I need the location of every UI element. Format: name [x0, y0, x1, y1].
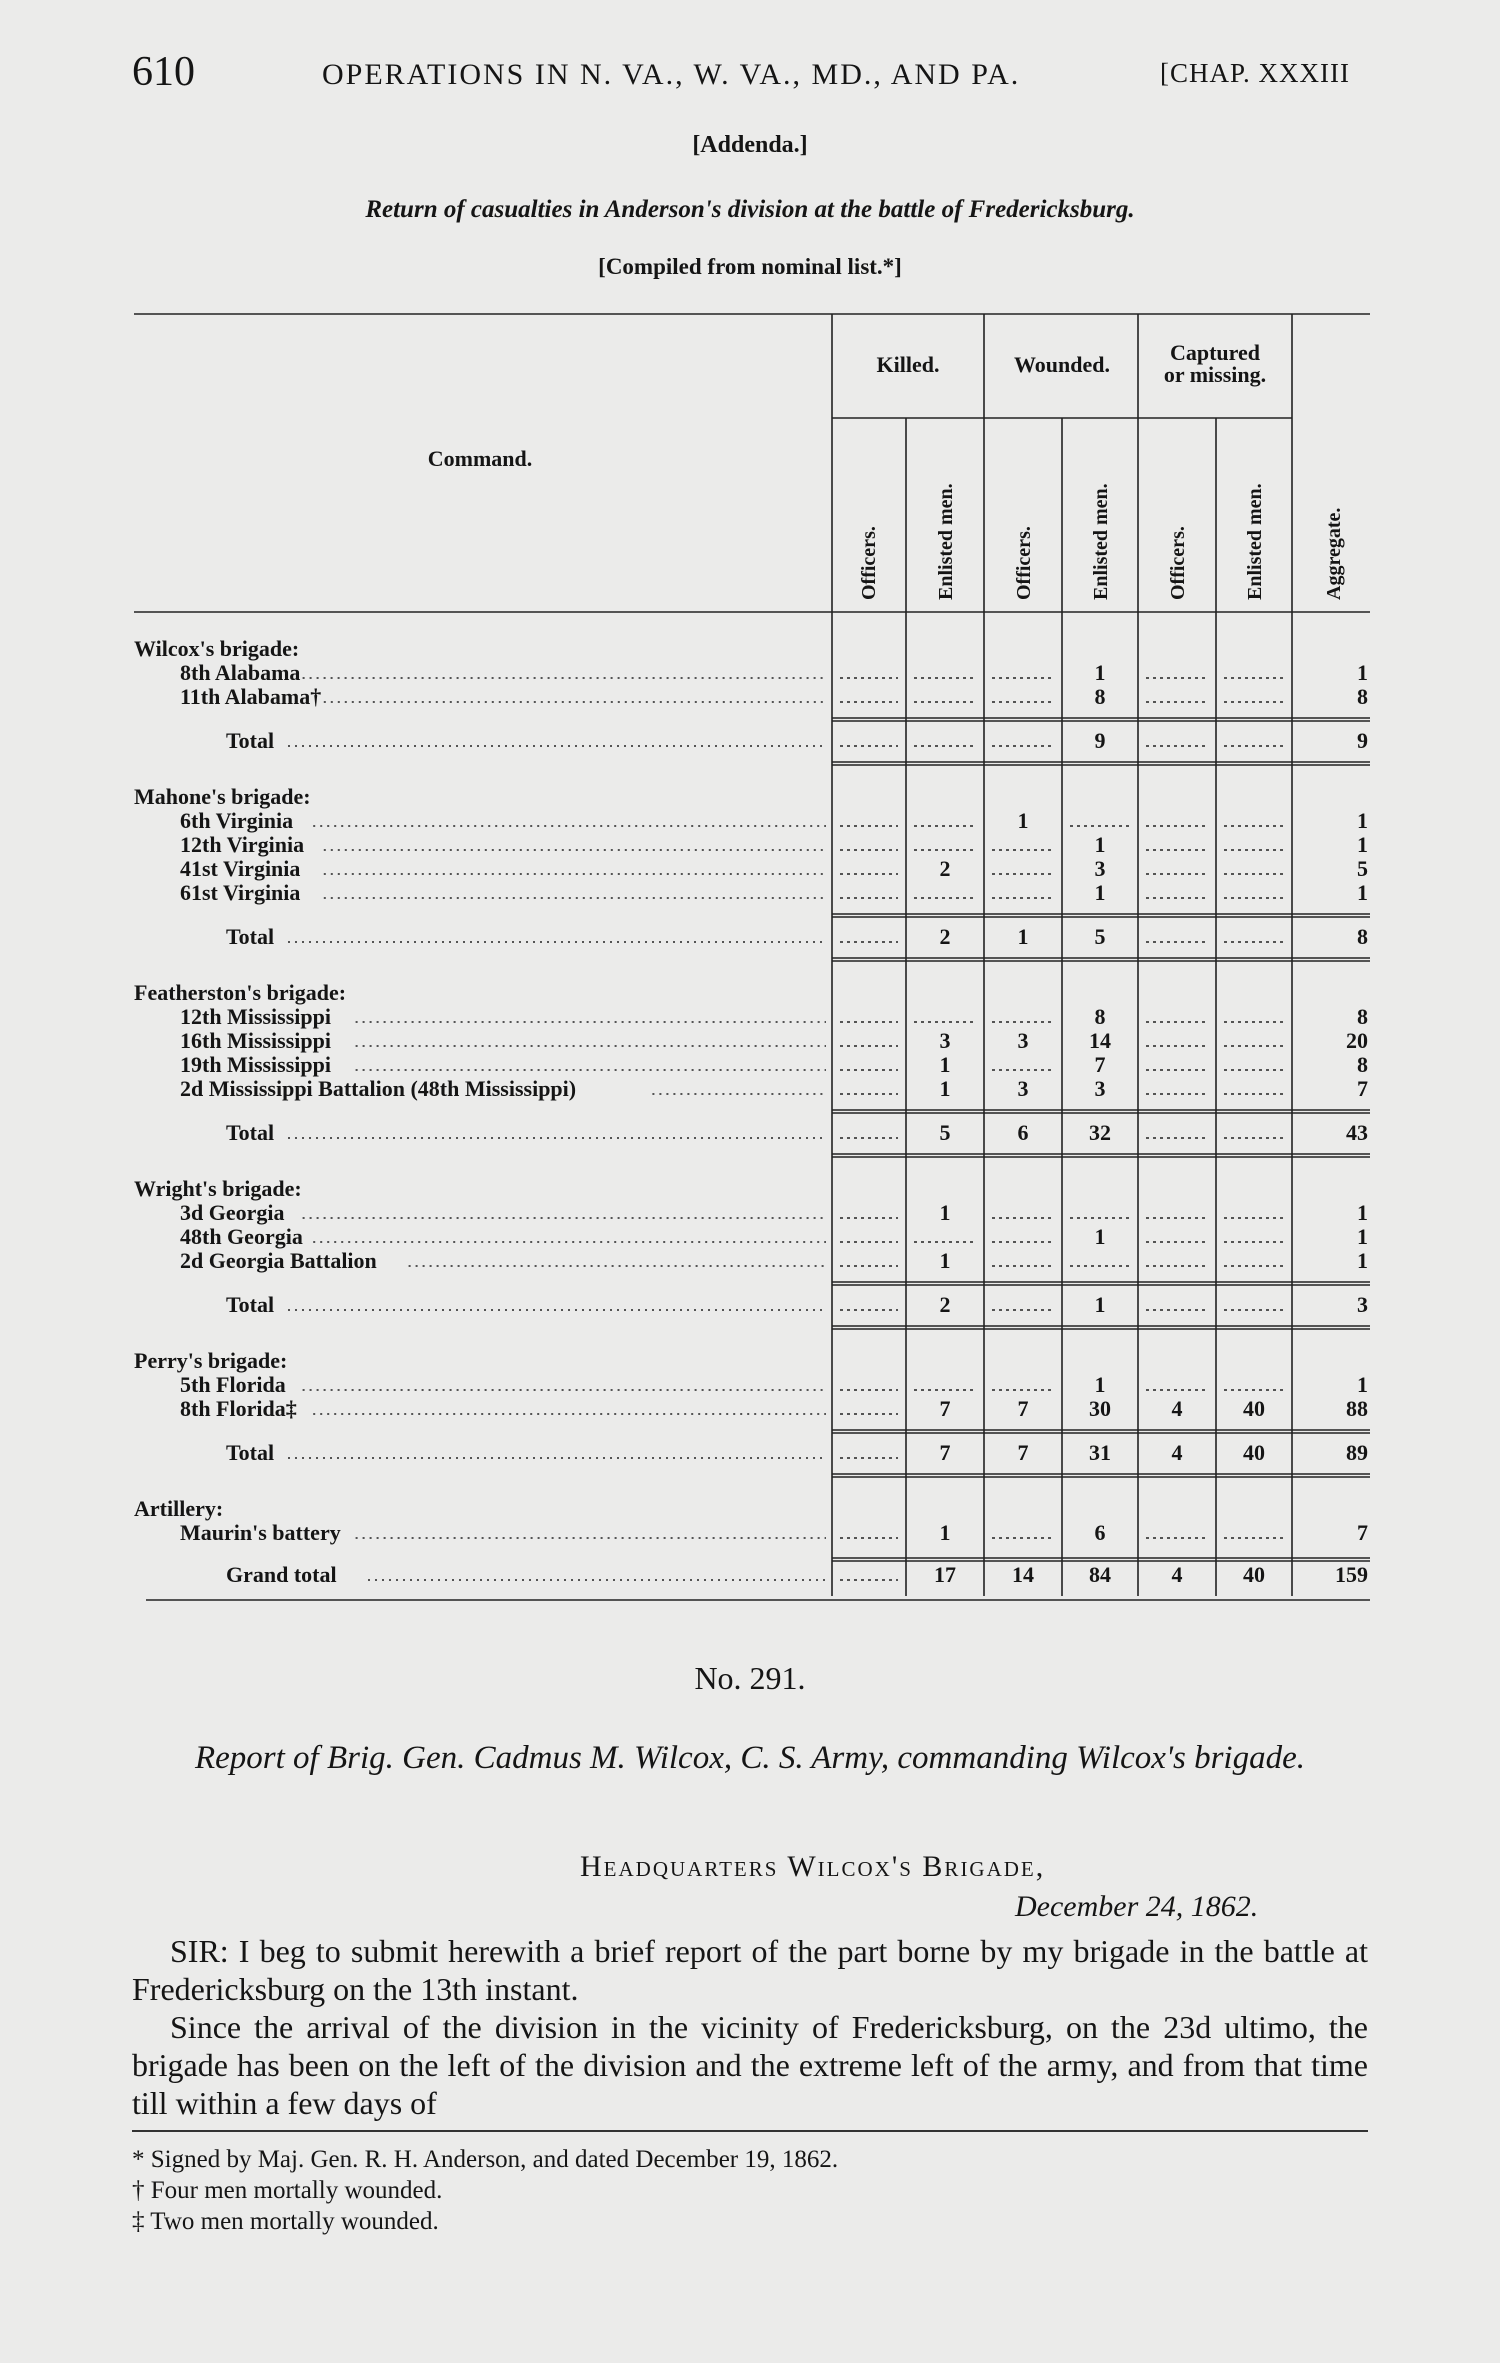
- total-label: Total: [226, 924, 275, 949]
- unit-label: 8th Alabama: [180, 660, 301, 685]
- unit-label: 6th Virginia: [180, 808, 294, 833]
- unit-value: 2: [939, 856, 951, 881]
- total-value: 31: [1089, 1440, 1111, 1465]
- unit-label: 2d Georgia Battalion: [180, 1248, 377, 1273]
- unit-value: 1: [939, 1052, 951, 1077]
- unit-value: 8: [1094, 684, 1106, 709]
- unit-value: 6: [1094, 1520, 1106, 1545]
- unit-value: 14: [1089, 1028, 1111, 1053]
- unit-aggregate: 7: [1357, 1076, 1368, 1101]
- unit-label: 48th Georgia: [180, 1224, 303, 1249]
- compiled-note: [Compiled from nominal list.*]: [598, 254, 902, 279]
- section-heading: Wilcox's brigade:: [134, 636, 300, 661]
- unit-label: 12th Virginia: [180, 832, 305, 857]
- grand-total-value: 14: [1012, 1562, 1034, 1587]
- unit-aggregate: 1: [1357, 808, 1368, 833]
- unit-value: 1: [939, 1520, 951, 1545]
- subheader-6: Enlisted men.: [1244, 483, 1266, 600]
- section-heading: Featherston's brigade:: [134, 980, 347, 1005]
- unit-label: 2d Mississippi Battalion (48th Mississippi): [180, 1076, 577, 1101]
- grand-total-label: Grand total: [226, 1562, 337, 1587]
- unit-value: 7: [939, 1396, 951, 1421]
- casualty-table-svg: [130, 310, 1370, 1610]
- total-label: Total: [226, 1292, 275, 1317]
- footnote-1: * Signed by Maj. Gen. R. H. Anderson, and dated December 19, 1862.: [132, 2146, 839, 2173]
- killed-header: Killed.: [876, 352, 940, 377]
- total-aggregate: 3: [1357, 1292, 1368, 1317]
- page-number: 610: [132, 49, 195, 95]
- total-label: Total: [226, 1120, 275, 1145]
- missing-header: or missing.: [1163, 362, 1267, 387]
- unit-aggregate: 1: [1357, 1224, 1368, 1249]
- total-value: 1: [1017, 924, 1029, 949]
- total-value: 2: [939, 1292, 951, 1317]
- unit-label: 41st Virginia: [180, 856, 301, 881]
- unit-label: 16th Mississippi: [180, 1028, 331, 1053]
- report-date-text: December 24, 1862.: [1015, 1890, 1259, 1923]
- report-date: [1015, 1890, 1258, 1924]
- unit-label: 12th Mississippi: [180, 1004, 331, 1029]
- section-heading: Artillery:: [134, 1496, 224, 1521]
- wounded-header: Wounded.: [1014, 352, 1110, 377]
- unit-aggregate: 7: [1357, 1520, 1368, 1545]
- total-value: 7: [1017, 1440, 1029, 1465]
- unit-aggregate: 1: [1357, 1248, 1368, 1273]
- unit-value: 3: [1094, 1076, 1106, 1101]
- headquarters-line: Headquarters Wilcox's Brigade,: [580, 1850, 1046, 1883]
- section-heading: Perry's brigade:: [134, 1348, 288, 1373]
- unit-aggregate: 20: [1346, 1028, 1368, 1053]
- total-value: 9: [1094, 728, 1106, 753]
- total-aggregate: 43: [1346, 1120, 1368, 1145]
- unit-aggregate: 8: [1357, 1004, 1368, 1029]
- section-heading: Wright's brigade:: [134, 1176, 302, 1201]
- casualty-table: [130, 310, 1370, 1610]
- unit-value: 1: [1094, 1224, 1106, 1249]
- total-label: Total: [226, 728, 275, 753]
- document-number: No. 291.: [694, 1660, 806, 1696]
- unit-label: 3d Georgia: [180, 1200, 285, 1225]
- unit-aggregate: 88: [1346, 1396, 1368, 1421]
- unit-aggregate: 1: [1357, 832, 1368, 857]
- section-heading: Mahone's brigade:: [134, 784, 311, 809]
- unit-label: 61st Virginia: [180, 880, 301, 905]
- chapter-label: [CHAP. XXXIII: [1160, 58, 1350, 88]
- total-value: 2: [939, 924, 951, 949]
- unit-value: 1: [1094, 832, 1106, 857]
- total-value: 5: [1094, 924, 1106, 949]
- addenda-label: [Addenda.]: [692, 132, 808, 158]
- unit-value: 30: [1089, 1396, 1111, 1421]
- grand-total-value: 4: [1171, 1562, 1183, 1587]
- unit-aggregate: 1: [1357, 1200, 1368, 1225]
- total-value: 4: [1171, 1440, 1183, 1465]
- unit-value: 7: [1094, 1052, 1106, 1077]
- unit-aggregate: 1: [1357, 880, 1368, 905]
- unit-label: 5th Florida: [180, 1372, 286, 1397]
- running-title: OPERATIONS IN N. VA., W. VA., MD., AND PA.: [322, 58, 1021, 91]
- command-header: Command.: [427, 446, 533, 471]
- total-value: 6: [1017, 1120, 1029, 1145]
- unit-aggregate: 8: [1357, 684, 1368, 709]
- unit-value: 8: [1094, 1004, 1106, 1029]
- unit-aggregate: 8: [1357, 1052, 1368, 1077]
- report-title: Report of Brig. Gen. Cadmus M. Wilcox, C. S. Army, commanding Wilcox's brigade.: [194, 1740, 1305, 1776]
- total-value: 40: [1243, 1440, 1265, 1465]
- unit-value: 1: [1094, 660, 1106, 685]
- subheader-1: Officers.: [858, 526, 880, 600]
- unit-aggregate: 1: [1357, 1372, 1368, 1397]
- unit-value: 4: [1171, 1396, 1183, 1421]
- total-aggregate: 8: [1357, 924, 1368, 949]
- total-value: 1: [1094, 1292, 1106, 1317]
- footnote-2: † Four men mortally wounded.: [132, 2177, 443, 2204]
- paragraph-1: SIR: I beg to submit herewith a brief report of the part borne by my brigade in the battle at Fredericksburg on the 13th instant.: [132, 1933, 1368, 2007]
- subheader-4: Enlisted men.: [1090, 483, 1112, 600]
- total-value: 32: [1089, 1120, 1111, 1145]
- subheader-7: Aggregate.: [1323, 507, 1345, 600]
- grand-total-aggregate: 159: [1335, 1562, 1368, 1587]
- unit-value: 1: [1094, 880, 1106, 905]
- report-body: [132, 1932, 1368, 2122]
- page-header: [0, 48, 1500, 98]
- paragraph-2: Since the arrival of the division in the vicinity of Fredericksburg, on the 23d ultimo, the brigade has been on the left of the division and the extreme left of the army, and from that time till within a few days of: [132, 2009, 1368, 2121]
- unit-value: 1: [939, 1076, 951, 1101]
- unit-label: Maurin's battery: [180, 1520, 341, 1545]
- unit-value: 3: [1094, 856, 1106, 881]
- total-aggregate: 89: [1346, 1440, 1368, 1465]
- unit-aggregate: 5: [1357, 856, 1368, 881]
- captured-header: Captured: [1169, 340, 1261, 365]
- total-value: 5: [939, 1120, 951, 1145]
- footnote-3: ‡ Two men mortally wounded.: [132, 2208, 439, 2235]
- total-value: 7: [939, 1440, 951, 1465]
- unit-label: 19th Mississippi: [180, 1052, 331, 1077]
- unit-value: 7: [1017, 1396, 1029, 1421]
- unit-value: 1: [1094, 1372, 1106, 1397]
- subheader-5: Officers.: [1167, 526, 1189, 600]
- unit-value: 1: [939, 1248, 951, 1273]
- total-label: Total: [226, 1440, 275, 1465]
- unit-value: 3: [1017, 1028, 1029, 1053]
- grand-total-value: 17: [934, 1562, 956, 1587]
- footnotes: [132, 2130, 1368, 2237]
- unit-value: 3: [939, 1028, 951, 1053]
- unit-label: 11th Alabama†: [180, 684, 322, 709]
- unit-value: 40: [1243, 1396, 1265, 1421]
- grand-total-value: 40: [1243, 1562, 1265, 1587]
- unit-value: 1: [1017, 808, 1029, 833]
- subheader-3: Officers.: [1013, 526, 1035, 600]
- unit-value: 3: [1017, 1076, 1029, 1101]
- subheader-2: Enlisted men.: [935, 483, 957, 600]
- grand-total-value: 84: [1089, 1562, 1111, 1587]
- unit-value: 1: [939, 1200, 951, 1225]
- unit-aggregate: 1: [1357, 660, 1368, 685]
- total-aggregate: 9: [1357, 728, 1368, 753]
- unit-label: 8th Florida‡: [180, 1396, 297, 1421]
- return-title: Return of casualties in Anderson's division at the battle of Fredericksburg.: [365, 196, 1135, 223]
